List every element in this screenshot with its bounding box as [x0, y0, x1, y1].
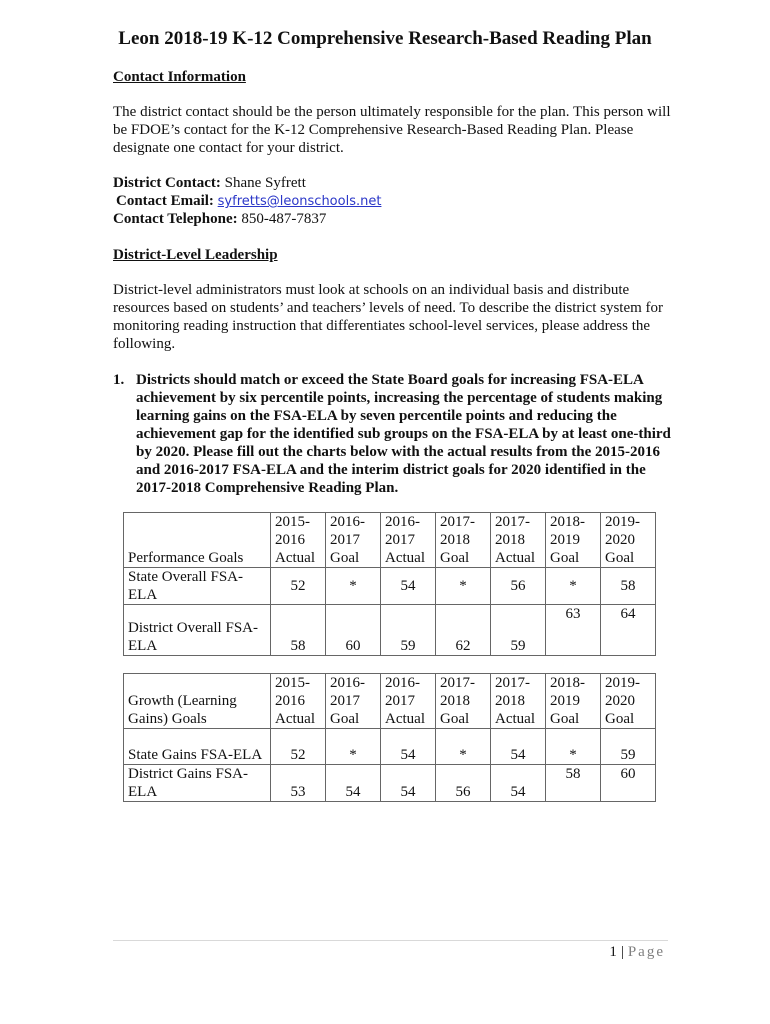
table-cell: 54 — [326, 765, 381, 802]
table-cell: 60 — [601, 765, 656, 802]
table-cell: * — [436, 568, 491, 605]
table-header-row — [124, 513, 656, 568]
question-1-number: 1. — [113, 372, 125, 388]
district-contact-value: Shane Syfrett — [224, 175, 306, 191]
growth-goals-table — [123, 673, 656, 802]
col-header: 2015- 2016 Actual — [271, 674, 326, 729]
contact-email-link[interactable]: syfretts@leonschools.net — [217, 194, 382, 209]
table-cell: * — [546, 729, 601, 765]
table-cell: 63 — [546, 605, 601, 656]
col-header: 2016- 2017 Actual — [381, 674, 436, 729]
contact-telephone-value: 850-487-7837 — [241, 211, 327, 227]
col-header: 2016- 2017 Actual — [381, 513, 436, 568]
col-header: 2017- 2018 Goal — [436, 513, 491, 568]
contact-email-line — [116, 192, 381, 211]
table-cell: 58 — [546, 765, 601, 802]
row-label: State Gains FSA-ELA — [124, 729, 271, 765]
table-cell: 60 — [326, 605, 381, 656]
row-label: District Gains FSA-ELA — [124, 765, 271, 802]
col-header: 2019- 2020 Goal — [601, 674, 656, 729]
contact-telephone-line — [113, 210, 326, 228]
table-row — [124, 568, 656, 605]
col-header: 2017- 2018 Actual — [491, 513, 546, 568]
col-header: 2016- 2017 Goal — [326, 513, 381, 568]
col-header: 2018- 2019 Goal — [546, 513, 601, 568]
page-title: Leon 2018-19 K-12 Comprehensive Research-Based Reading Plan — [118, 28, 652, 49]
table-cell: 53 — [271, 765, 326, 802]
table-row — [124, 729, 656, 765]
table-cell: 54 — [381, 568, 436, 605]
district-contact-line — [113, 174, 306, 192]
contact-intro-paragraph: The district contact should be the person ultimately responsible for the plan. This person will be FDOE’s contact for the K-12 Comprehensive Research-Based Reading Plan. Please designate one contact for your district. — [113, 104, 671, 156]
table-cell: 56 — [436, 765, 491, 802]
row-label: State Overall FSA-ELA — [124, 568, 271, 605]
page-footer — [609, 943, 665, 961]
growth-goals-corner: Growth (Learning Gains) Goals — [124, 674, 271, 729]
district-leadership-heading: District-Level Leadership — [113, 247, 278, 263]
footer-divider — [113, 940, 668, 941]
table-cell: 52 — [271, 568, 326, 605]
district-contact-label: District Contact: — [113, 175, 221, 191]
table-cell: * — [546, 568, 601, 605]
table-cell: * — [326, 568, 381, 605]
table-row — [124, 765, 656, 802]
table-cell: 58 — [271, 605, 326, 656]
table-cell: 54 — [491, 729, 546, 765]
col-header: 2019- 2020 Goal — [601, 513, 656, 568]
footer-separator: | — [620, 944, 624, 960]
table-cell: 54 — [381, 765, 436, 802]
col-header: 2016- 2017 Goal — [326, 674, 381, 729]
table-cell: 54 — [381, 729, 436, 765]
table-cell: 64 — [601, 605, 656, 656]
leadership-intro-paragraph: District-level administrators must look at schools on an individual basis and distribute resources based on students’ and teachers’ levels of need. To describe the district system for monitoring reading instruction that differentiates school-level services, please address the following. — [113, 282, 664, 352]
table-cell: 62 — [436, 605, 491, 656]
table-cell: * — [436, 729, 491, 765]
question-1 — [113, 371, 673, 497]
table-cell: * — [326, 729, 381, 765]
col-header: 2017- 2018 Goal — [436, 674, 491, 729]
row-label: District Overall FSA-ELA — [124, 605, 271, 656]
table-header-row — [124, 674, 656, 729]
contact-telephone-label: Contact Telephone: — [113, 211, 238, 227]
col-header: 2018- 2019 Goal — [546, 674, 601, 729]
table-cell: 59 — [381, 605, 436, 656]
table-cell: 56 — [491, 568, 546, 605]
table-cell: 58 — [601, 568, 656, 605]
table-row — [124, 605, 656, 656]
contact-information-heading: Contact Information — [113, 69, 246, 85]
table-cell: 59 — [491, 605, 546, 656]
page-number: 1 — [609, 944, 617, 960]
performance-goals-table — [123, 512, 656, 656]
table-cell: 59 — [601, 729, 656, 765]
col-header: 2015- 2016 Actual — [271, 513, 326, 568]
table-cell: 54 — [491, 765, 546, 802]
contact-email-label: Contact Email: — [116, 193, 214, 209]
table-cell: 52 — [271, 729, 326, 765]
page-label: Page — [627, 944, 665, 960]
question-1-text: Districts should match or exceed the State Board goals for increasing FSA-ELA achievement by six percentile points, increasing the percentage of students making learning gains on the FSA-ELA by seven percentile points and reducing the achievement gap for the identified sub groups on the FSA-ELA by at least one-third by 2020. Please fill out the charts below with the actual results from the 2015-2016 and 2016-2017 FSA-ELA and the interim district goals for 2020 identified in the 2017-2018 Comprehensive Reading Plan. — [136, 372, 671, 496]
performance-goals-corner: Performance Goals — [124, 513, 271, 568]
col-header: 2017- 2018 Actual — [491, 674, 546, 729]
